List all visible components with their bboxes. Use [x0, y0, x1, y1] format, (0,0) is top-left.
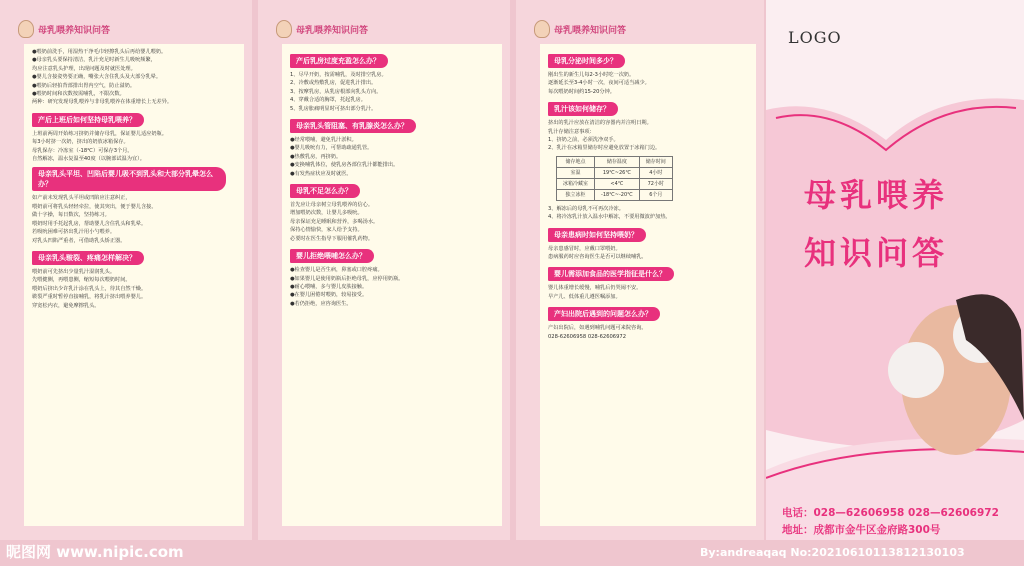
panel-3-header	[534, 20, 626, 38]
question-heading: 婴儿拒绝喂哺怎么办？	[290, 249, 374, 263]
body-text: 患病服药时应咨询医生是否可以继续哺乳。	[548, 254, 647, 261]
body-text: 4、将冷冻乳汁放入温水中解冻，不要用微波炉加热。	[548, 214, 671, 221]
body-text: 穿宽松内衣，避免摩擦乳头。	[32, 302, 100, 309]
body-text: 乳汁存储注意事项：	[548, 128, 595, 135]
body-text: 每3小时挤一次奶，挤出的奶放冰箱保存。	[32, 139, 129, 146]
table-cell: 独立冰柜	[557, 189, 595, 200]
body-text: 皲裂严重时暂停直接哺乳，将乳汁挤出喂养婴儿。	[32, 294, 147, 301]
question-heading: 母亲患病时如何坚持喂奶？	[548, 228, 646, 242]
body-text: 早产儿、低体重儿遵医嘱添加。	[548, 293, 621, 300]
body-text: 上班前两周开始练习挤奶并储存母乳，保证婴儿适应奶瓶。	[32, 130, 167, 137]
body-text: 逐渐延长至3-4小时一次，夜间可适当减少。	[548, 80, 650, 87]
body-text: ●经常喂哺，避免乳汁淤积。	[290, 137, 357, 144]
body-text: ●婴儿含接姿势要正确，嘴张大含住乳头及大部分乳晕。	[32, 74, 162, 81]
body-text: 4、穿戴合适的胸罩，托起乳房。	[290, 97, 366, 104]
watermark-left: 昵图网 www.nipic.com	[6, 543, 184, 561]
table-row	[557, 167, 673, 178]
body-text: 1、尽早开奶，按需哺乳，及时排空乳房。	[290, 72, 387, 78]
table-row	[557, 189, 673, 200]
body-text: 2、冷敷或热敷乳房，促进乳汁排出。	[290, 80, 377, 87]
question-heading: 产后乳房过度充盈怎么办？	[290, 54, 388, 68]
body-text: 增加喂奶次数，让婴儿多吸吮。	[290, 210, 363, 217]
body-text: ●在婴儿困倦时喂奶，较易接受。	[290, 292, 368, 299]
table-cell: 72小时	[639, 178, 672, 189]
table-cell: 19℃~26℃	[595, 167, 640, 178]
question-heading: 母亲乳头平坦、凹陷后婴儿吸不到乳头和大部分乳晕怎么办？	[32, 167, 226, 191]
body-text: ●耐心喂哺，多与婴儿皮肤接触。	[290, 283, 368, 290]
table-cell: 储存地点	[557, 156, 595, 167]
body-text: 喂奶前可先挤出少量乳汁湿润乳头。	[32, 268, 116, 275]
body-text: 对乳头凹陷严重者，可借助乳头矫正器。	[32, 237, 126, 244]
cover-title-line2: 知识问答	[804, 234, 949, 272]
face-mask-baby	[888, 342, 944, 398]
body-text: 喂奶时用手托起乳房，帮助婴儿含住乳头和乳晕。	[32, 220, 147, 227]
body-text: 先喂健侧，再喂患侧，缩短每次喂奶时间。	[32, 277, 131, 284]
body-text: 首先应让母亲树立母乳喂养的信心。	[290, 202, 374, 209]
contact-phone: 电话：028—62606958 028—62606972	[782, 507, 999, 519]
cover-panel	[766, 0, 1024, 540]
body-text: 婴儿体重增长缓慢，哺乳后仍哭闹不安。	[548, 285, 642, 292]
body-text: 均应注意乳头护理，出现问题及时就医处理。	[32, 65, 136, 72]
body-text: 产妇出院后，如遇到哺乳问题可来院咨询。	[548, 325, 647, 332]
table-cell: 冰箱冷藏室	[557, 178, 595, 189]
body-text: ●热敷乳房，再挤奶。	[290, 153, 342, 160]
body-text: ●喂奶前洗手，用湿热干净毛巾轻擦乳头后再给婴儿喂奶。	[32, 49, 167, 55]
table-cell: 储存时间	[639, 156, 672, 167]
body-text: 若吸吮困难可挤出乳汁用小勺喂养。	[32, 229, 116, 236]
table-cell: 储存温度	[595, 156, 640, 167]
body-text: 做十字操，每日数次，坚持练习。	[32, 212, 110, 219]
question-heading: 母乳分泌时间多少？	[548, 54, 625, 68]
header-title: 母乳喂养知识问答	[554, 25, 627, 36]
table-cell: -18℃~-20℃	[595, 189, 640, 200]
question-heading: 乳汁该如何储存？	[548, 102, 618, 116]
question-heading: 产后上班后如何坚持母乳喂养？	[32, 113, 144, 127]
panel-1-header	[18, 20, 110, 38]
panel-2	[258, 0, 510, 540]
body-text: 喂奶后挤出少许乳汁涂在乳头上，待其自然干燥。	[32, 285, 147, 292]
panel-3	[516, 0, 764, 540]
body-text: 自然解冻，温水复温至40度（以腕部试温为宜）。	[32, 156, 145, 163]
body-text: 028-62606958 028-62606972	[548, 333, 627, 340]
header-title: 母乳喂养知识问答	[296, 25, 369, 36]
table-cell: 室温	[557, 167, 595, 178]
question-heading: 母亲乳头皲裂、疼痛怎样解决？	[32, 251, 144, 265]
table-cell: <4℃	[595, 178, 640, 189]
watermark-right: By:andreaqaq No:20210610113812130103	[700, 546, 965, 559]
body-text: 3、解冻后的母乳不可再次冷冻。	[548, 205, 624, 212]
body-text: 必要时在医生指导下服用催乳药物。	[290, 235, 374, 242]
body-text: 母乳保存：冷冻室（-18℃）可保存3个月。	[32, 147, 133, 154]
body-text: 喂奶前可将乳头轻轻牵拉，使其突出，便于婴儿含接。	[32, 203, 157, 210]
body-text: ●母亲乳头要保持清洁，乳汁充足时新生儿吸吮频繁，	[32, 57, 156, 64]
body-text: ●检查婴儿是否生病，鼻塞或口腔疼痛。	[290, 267, 383, 274]
body-text: 每次喂奶时间约15-20分钟。	[548, 88, 615, 95]
question-heading: 婴儿需添加食品的医学指征是什么？	[548, 267, 674, 281]
cover-title-line1: 母乳喂养	[804, 176, 949, 214]
storage-table	[556, 156, 673, 201]
body-text: 两种：研究发现母乳喂养与非母乳喂养在体重增长上无差异。	[32, 99, 173, 106]
table-cell: 6个月	[639, 189, 672, 200]
panel-3-content	[540, 44, 756, 526]
body-text: ●喂奶后轻拍背部排出胃内空气，防止溢奶。	[32, 82, 136, 89]
header-title: 母乳喂养知识问答	[38, 25, 111, 36]
body-text: 如产前未发现乳头平坦或凹陷应注意纠正，	[32, 195, 131, 202]
question-heading: 母亲乳头管阻塞、有乳腺炎怎么办？	[290, 119, 416, 133]
question-heading: 母乳不足怎么办？	[290, 184, 360, 198]
contact-address: 地址：成都市金牛区金府路300号	[782, 524, 941, 536]
body-text: 2、乳汁在冰箱里储存时应避免放置于冰箱门边。	[548, 145, 661, 152]
logo-text: LOGO	[788, 28, 842, 47]
table-row	[557, 178, 673, 189]
body-text: 5、乳房胀痛明显时可挤出部分乳汁。	[290, 105, 377, 112]
body-text: ●有发热症状应及时就医。	[290, 170, 352, 177]
body-text: 保持心情愉快，家人给予支持。	[290, 227, 363, 234]
body-text: 母亲保证充足睡眠和营养，多喝汤水。	[290, 218, 379, 225]
body-text: ●喂奶时间和次数按需哺乳，不限次数。	[32, 91, 125, 98]
body-text: ●变换哺乳体位，使乳房各部位乳汁都能排出。	[290, 162, 399, 169]
body-text: 3、按摩乳房，从乳房根部向乳头方向。	[290, 88, 382, 95]
question-heading: 产妇出院后遇到的问题怎么办？	[548, 307, 660, 321]
body-text: 刚出生的新生儿每2-3小时吃一次奶。	[548, 72, 635, 78]
baby-icon	[534, 20, 550, 38]
panel-1	[0, 0, 252, 540]
table-row	[557, 156, 673, 167]
body-text: ●若仍拒绝，应咨询医生。	[290, 300, 352, 307]
panel-2-content	[282, 44, 502, 526]
body-text: 挤出的乳汁应放在清洁的容器内并注明日期。	[548, 120, 652, 127]
panel-2-header	[276, 20, 368, 38]
baby-icon	[276, 20, 292, 38]
baby-icon	[18, 20, 34, 38]
panel-1-content	[24, 44, 244, 526]
body-text: ●如果婴儿是使用奶瓶后拒绝母乳，应停用奶瓶。	[290, 275, 404, 282]
table-cell: 4小时	[639, 167, 672, 178]
body-text: 1、挤奶之前，必须洗净双手。	[548, 137, 619, 144]
body-text: ●婴儿吸吮有力，可帮助疏通乳管。	[290, 145, 373, 152]
body-text: 母亲患感冒时，应戴口罩喂奶。	[548, 245, 621, 252]
